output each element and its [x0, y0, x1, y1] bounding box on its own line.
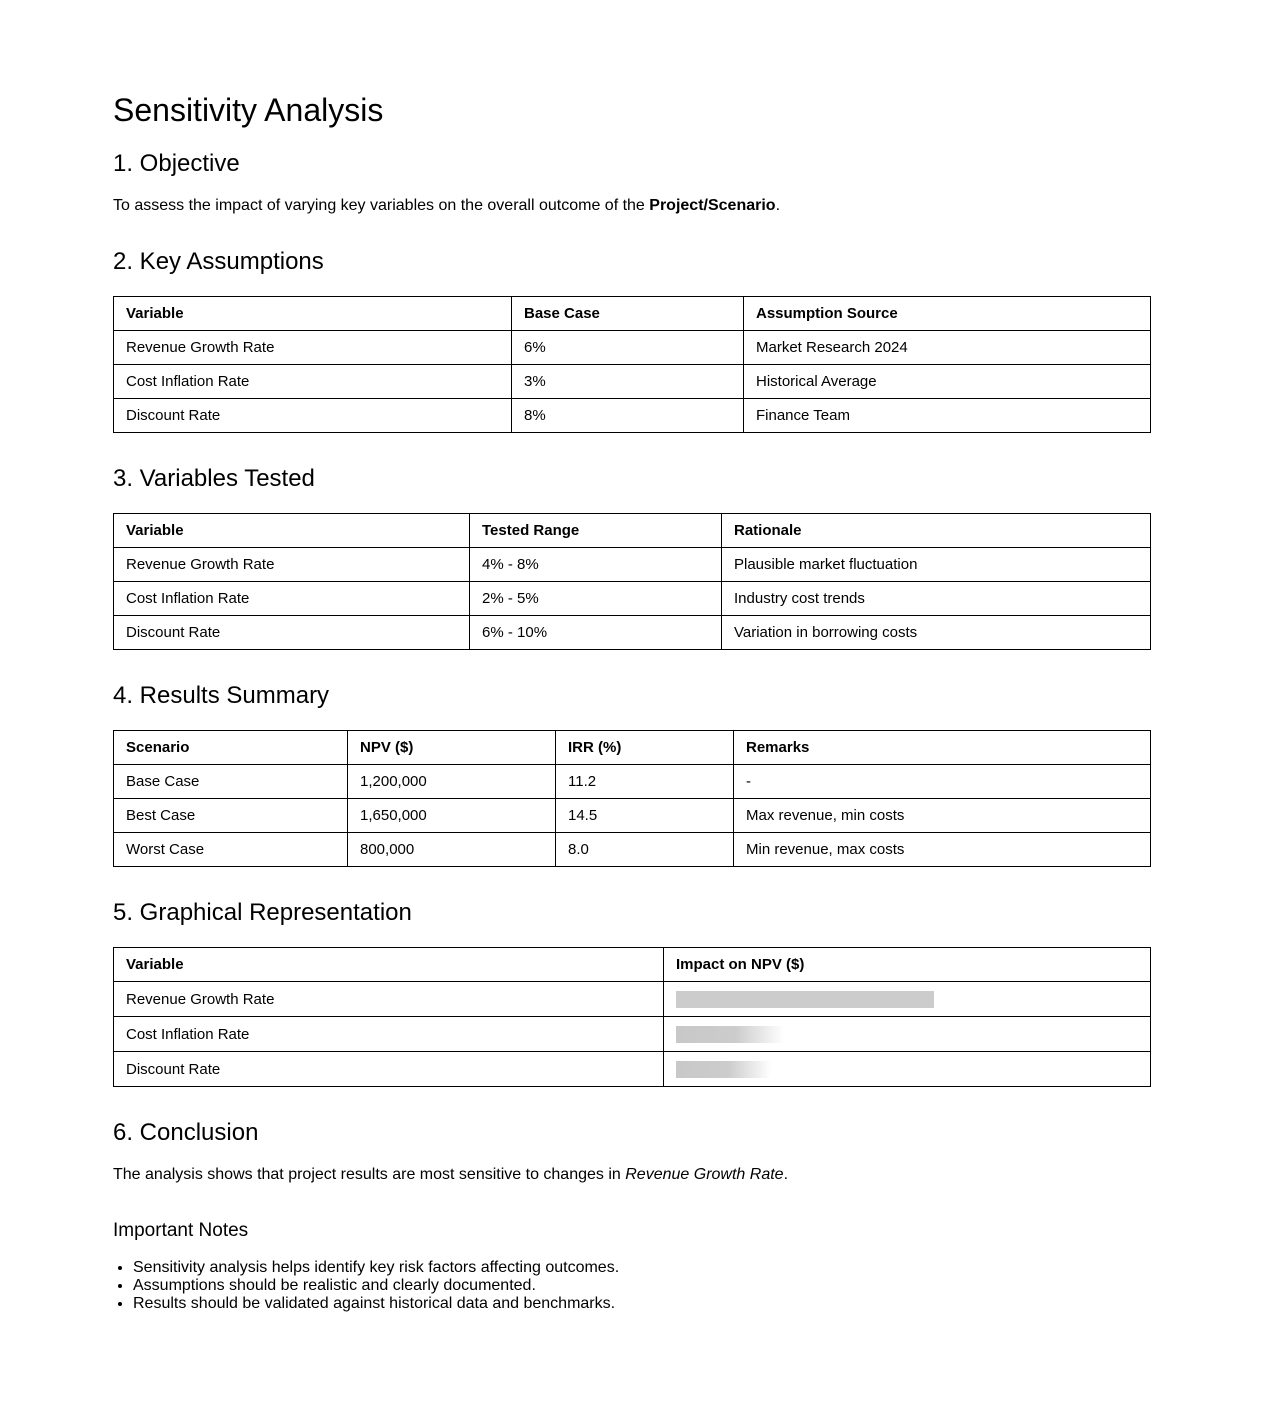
table-cell: 1,650,000	[348, 799, 556, 833]
variables-heading: 3. Variables Tested	[113, 465, 315, 492]
table-cell: Cost Inflation Rate	[114, 1017, 664, 1052]
table-cell: Historical Average	[744, 365, 1151, 399]
table-cell: Discount Rate	[114, 1052, 664, 1087]
impact-cell	[664, 1017, 1151, 1052]
notes-heading: Important Notes	[113, 1220, 249, 1241]
impact-bar-track	[676, 991, 1138, 1008]
table-cell: 1,200,000	[348, 765, 556, 799]
column-header: Base Case	[512, 297, 744, 331]
impact-bar-track	[676, 1026, 1138, 1043]
table-header-row	[114, 514, 1151, 548]
table-cell: Worst Case	[114, 833, 348, 867]
table-row	[114, 765, 1151, 799]
page-title: Sensitivity Analysis	[113, 92, 384, 128]
table-header-row	[114, 948, 1151, 982]
column-header: Variable	[114, 514, 470, 548]
table-cell: Discount Rate	[114, 399, 512, 433]
table-cell: Cost Inflation Rate	[114, 582, 470, 616]
list-item: • Assumptions should be realistic and clearly documented.	[133, 1277, 1133, 1295]
table-row	[114, 331, 1151, 365]
assumptions-table	[113, 296, 1151, 433]
table-cell: Industry cost trends	[722, 582, 1151, 616]
column-header: Rationale	[722, 514, 1151, 548]
table-header-row	[114, 297, 1151, 331]
objective-heading: 1. Objective	[113, 150, 240, 177]
table-row	[114, 1017, 1151, 1052]
table-cell: -	[734, 765, 1151, 799]
column-header: Tested Range	[470, 514, 722, 548]
column-header: Scenario	[114, 731, 348, 765]
table-cell: Revenue Growth Rate	[114, 548, 470, 582]
table-row	[114, 616, 1151, 650]
table-cell: 8%	[512, 399, 744, 433]
conclusion-text-start: The analysis shows that project results are most sensitive to changes in	[113, 1166, 626, 1183]
table-row	[114, 399, 1151, 433]
table-cell: 8.0	[556, 833, 734, 867]
table-cell: 3%	[512, 365, 744, 399]
table-cell: 6% - 10%	[470, 616, 722, 650]
table-cell: Market Research 2024	[744, 331, 1151, 365]
objective-text-bold: Project/Scenario	[649, 197, 776, 214]
list-item: • Sensitivity analysis helps identify key risk factors affecting outcomes.	[133, 1259, 1133, 1277]
results-table	[113, 730, 1151, 867]
table-cell: 11.2	[556, 765, 734, 799]
table-cell: Revenue Growth Rate	[114, 331, 512, 365]
column-header: Assumption Source	[744, 297, 1151, 331]
impact-cell	[664, 982, 1151, 1017]
table-cell: Min revenue, max costs	[734, 833, 1151, 867]
table-row	[114, 1052, 1151, 1087]
table-cell: Discount Rate	[114, 616, 470, 650]
table-cell: Plausible market fluctuation	[722, 548, 1151, 582]
column-header: Variable	[114, 297, 512, 331]
table-cell: Revenue Growth Rate	[114, 982, 664, 1017]
table-row	[114, 982, 1151, 1017]
column-header: NPV ($)	[348, 731, 556, 765]
objective-text-start: To assess the impact of varying key variables on the overall outcome of the	[113, 197, 650, 214]
impact-bar-discount-rate	[676, 1061, 771, 1078]
conclusion-text	[113, 1165, 788, 1185]
table-row	[114, 799, 1151, 833]
impact-bar-revenue-growth-rate	[676, 991, 934, 1008]
column-header: Remarks	[734, 731, 1151, 765]
conclusion-text-italic: Revenue Growth Rate	[625, 1166, 784, 1183]
impact-bar-track	[676, 1061, 1138, 1078]
notes-list	[113, 1259, 1133, 1312]
variables-table	[113, 513, 1151, 650]
conclusion-text-end: .	[783, 1166, 789, 1183]
graphical-heading: 5. Graphical Representation	[113, 899, 412, 926]
column-header: Impact on NPV ($)	[664, 948, 1151, 982]
table-row	[114, 548, 1151, 582]
table-cell: 2% - 5%	[470, 582, 722, 616]
results-heading: 4. Results Summary	[113, 682, 330, 709]
column-header: IRR (%)	[556, 731, 734, 765]
table-cell: 4% - 8%	[470, 548, 722, 582]
table-cell: 800,000	[348, 833, 556, 867]
impact-cell	[664, 1052, 1151, 1087]
table-cell: Variation in borrowing costs	[722, 616, 1151, 650]
table-cell: Max revenue, min costs	[734, 799, 1151, 833]
table-row	[114, 582, 1151, 616]
table-cell: Base Case	[114, 765, 348, 799]
objective-text	[113, 196, 780, 216]
table-cell: Finance Team	[744, 399, 1151, 433]
table-cell: 6%	[512, 331, 744, 365]
column-header: Variable	[114, 948, 664, 982]
table-row	[114, 365, 1151, 399]
table-header-row	[114, 731, 1151, 765]
table-cell: Best Case	[114, 799, 348, 833]
table-cell: 14.5	[556, 799, 734, 833]
conclusion-heading: 6. Conclusion	[113, 1119, 259, 1146]
table-cell: Cost Inflation Rate	[114, 365, 512, 399]
table-row	[114, 833, 1151, 867]
impact-table	[113, 947, 1151, 1087]
objective-text-end: .	[775, 197, 781, 214]
assumptions-heading: 2. Key Assumptions	[113, 248, 324, 275]
list-item: • Results should be validated against historical data and benchmarks.	[133, 1295, 1133, 1313]
impact-bar-cost-inflation-rate	[676, 1026, 784, 1043]
